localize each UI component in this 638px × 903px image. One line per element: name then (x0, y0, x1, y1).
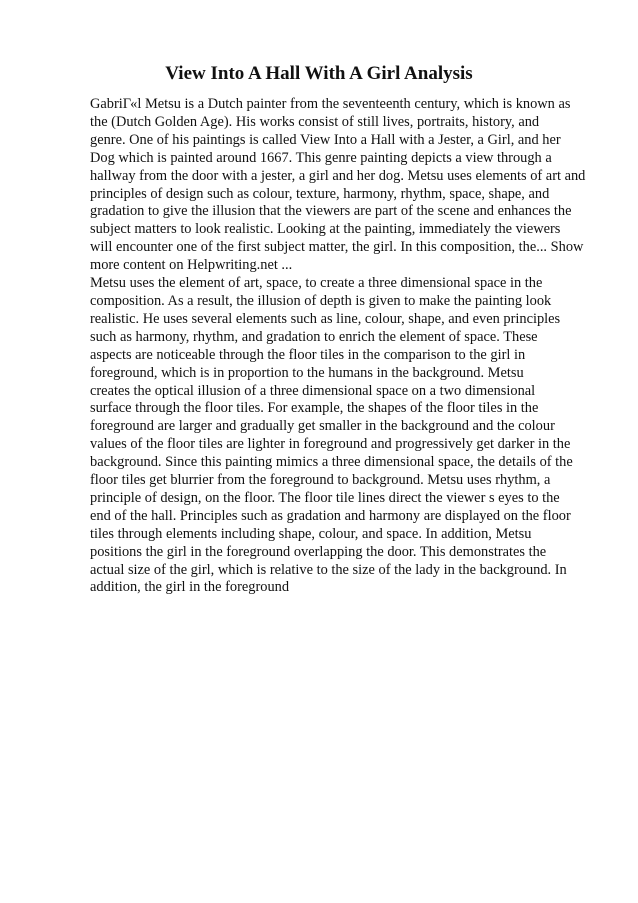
text-line-1: GabriГ«l Metsu is a Dutch painter from the seventeenth century, which is known as (90, 96, 571, 112)
text-line-4: Dog which is painted around 1667. This genre painting depicts a view through a (90, 149, 552, 166)
document-body (90, 96, 610, 597)
text-line-11: Metsu uses the element of art, space, to create a three dimensional space in the (90, 275, 543, 292)
text-line-23: principle of design, on the floor. The floor tile lines direct the viewer s eyes to the (90, 489, 560, 506)
text-line-19: foreground are larger and gradually get smaller in the background and the colour (90, 418, 555, 435)
text-line-26: positions the girl in the foreground overlapping the door. This demonstrates the (90, 543, 547, 560)
text-line-25: tiles through elements including shape, colour, and space. In addition, Metsu (90, 525, 532, 542)
text-line-2: the (Dutch Golden Age). His works consist of still lives, portraits, history, and (90, 113, 540, 130)
text-line-27: actual size of the girl, which is relative to the size of the lady in the background. In (90, 561, 567, 578)
text-line-24: end of the hall. Principles such as gradation and harmony are displayed on the floor (90, 507, 571, 524)
text-line-12: composition. As a result, the illusion of depth is given to make the painting look (90, 292, 552, 309)
text-line-15: aspects are noticeable through the floor tiles in the comparison to the girl in (90, 346, 526, 363)
text-line-10: more content on Helpwriting.net ... (90, 257, 293, 274)
text-line-5: hallway from the door with a jester, a girl and her dog. Metsu uses elements of art and (90, 167, 586, 184)
text-line-20: values of the floor tiles are lighter in foreground and progressively get darker in the (90, 436, 571, 453)
text-line-28: addition, the girl in the foreground (90, 579, 290, 596)
text-line-9: will encounter one of the first subject matter, the girl. In this composition, the... Show (90, 239, 584, 256)
text-line-6: principles of design such as colour, texture, harmony, rhythm, space, shape, and (90, 185, 550, 202)
document-title: View Into A Hall With A Girl Analysis (165, 63, 473, 84)
text-line-8: subject matters to look realistic. Looking at the painting, immediately the viewers (90, 221, 561, 238)
text-line-7: gradation to give the illusion that the viewers are part of the scene and enhances the (90, 203, 572, 220)
text-line-22: floor tiles get blurrier from the foreground to background. Metsu uses rhythm, a (90, 472, 551, 489)
text-line-18: surface through the floor tiles. For example, the shapes of the floor tiles in the (90, 400, 539, 417)
text-line-16: foreground, which is in proportion to the humans in the background. Metsu (90, 364, 524, 381)
text-line-3: genre. One of his paintings is called View Into a Hall with a Jester, a Girl, and her (90, 131, 561, 148)
text-line-14: such as harmony, rhythm, and gradation to enrich the element of space. These (90, 328, 538, 345)
text-line-13: realistic. He uses several elements such as line, colour, shape, and even principles (90, 310, 561, 327)
text-line-21: background. Since this painting mimics a three dimensional space, the details of the (90, 454, 573, 471)
text-line-17: creates the optical illusion of a three dimensional space on a two dimensional (90, 382, 536, 399)
